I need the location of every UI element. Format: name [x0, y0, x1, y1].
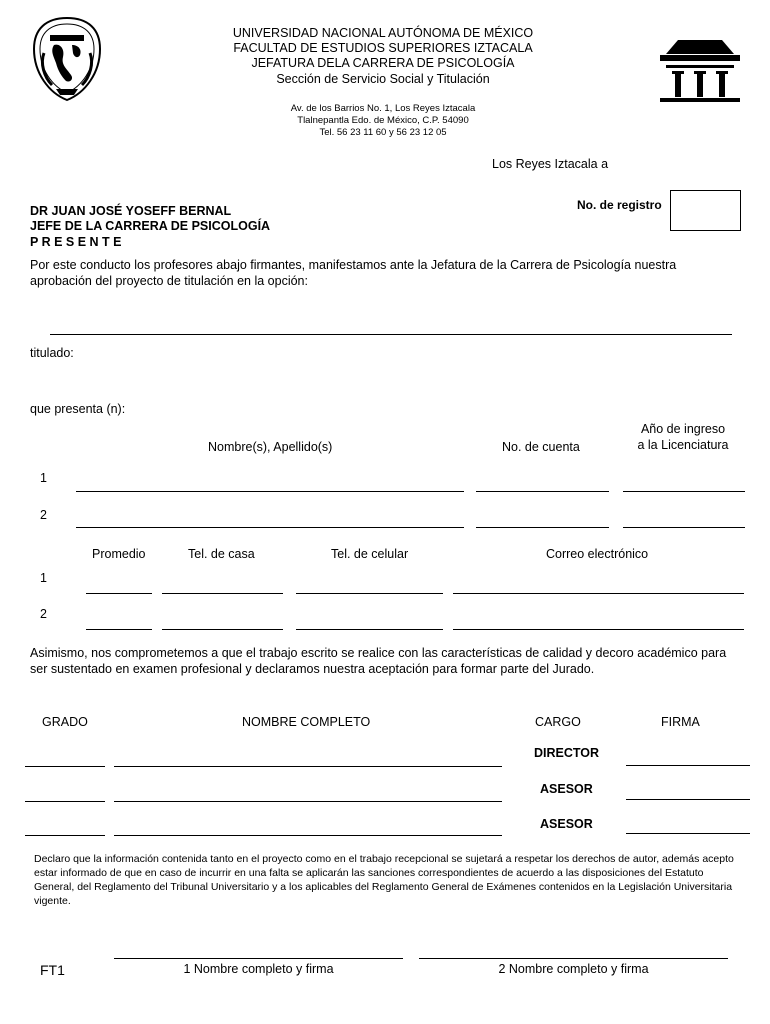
col-firma-header: FIRMA [661, 715, 700, 729]
presenta-label: que presenta (n): [30, 402, 126, 416]
contact-1-correo-line[interactable] [453, 593, 744, 594]
signature-1-label: 1 Nombre completo y firma [183, 962, 334, 976]
address-line-2: Tlalnepantla Edo. de México, C.P. 54090 [297, 115, 469, 126]
jury-2-grado-line[interactable] [25, 801, 105, 802]
addressee-name: DR JUAN JOSÉ YOSEFF BERNAL [30, 204, 232, 218]
jury-2-firma-line[interactable] [626, 799, 750, 800]
col-ingreso-header-2: a la Licenciatura [637, 438, 729, 452]
col-grado-header: GRADO [42, 715, 88, 729]
col-cuenta-header: No. de cuenta [502, 440, 580, 454]
col-tel-casa-header: Tel. de casa [188, 547, 255, 561]
jury-2-nombre-line[interactable] [114, 801, 502, 802]
commitment-paragraph: Asimismo, nos comprometemos a que el trabajo escrito se realice con las características de calidad y decoro académico para ser sustentado en examen profesional y declaramos nuestra aceptación para formar parte del Jurado. [30, 646, 727, 676]
signature-2-line[interactable] [419, 958, 728, 959]
student-2-ingreso-line[interactable] [623, 527, 745, 528]
contact-1-tel-celular-line[interactable] [296, 593, 443, 594]
intro-paragraph: Por este conducto los profesores abajo firmantes, manifestamos ante la Jefatura de la Carrera de Psicología nuestra aprobación del proyecto de titulación en la opción: [30, 258, 677, 288]
col-name-header: Nombre(s), Apellido(s) [208, 440, 333, 454]
col-tel-celular-header: Tel. de celular [331, 547, 409, 561]
department-name: JEFATURA DELA CARRERA DE PSICOLOGÍA [251, 56, 515, 70]
jury-1-firma-line[interactable] [626, 765, 750, 766]
student-1-cuenta-line[interactable] [476, 491, 609, 492]
student-1-name-line[interactable] [76, 491, 464, 492]
contact-1-promedio-line[interactable] [86, 593, 152, 594]
jury-1-nombre-line[interactable] [114, 766, 502, 767]
contact-2-promedio-line[interactable] [86, 629, 152, 630]
addressee-position: JEFE DE LA CARRERA DE PSICOLOGÍA [30, 219, 271, 233]
address-line-3: Tel. 56 23 11 60 y 56 23 12 05 [319, 127, 447, 138]
university-name: UNIVERSIDAD NACIONAL AUTÓNOMA DE MÉXICO [232, 26, 534, 40]
contact-2-tel-casa-line[interactable] [162, 629, 283, 630]
fes-iztacala-logo [656, 38, 744, 104]
jury-role-asesor-1: ASESOR [540, 782, 593, 796]
registro-label: No. de registro [577, 198, 662, 212]
jury-3-grado-line[interactable] [25, 835, 105, 836]
titulado-label: titulado: [30, 346, 74, 360]
presente: P R E S E N T E [30, 235, 122, 249]
contact-row-number-2: 2 [40, 607, 47, 621]
contact-1-tel-casa-line[interactable] [162, 593, 283, 594]
col-cargo-header: CARGO [535, 715, 581, 729]
student-row-number-1: 1 [40, 471, 47, 485]
option-line[interactable] [50, 334, 732, 335]
jury-role-director: DIRECTOR [534, 746, 600, 760]
jury-3-firma-line[interactable] [626, 833, 750, 834]
jury-3-nombre-line[interactable] [114, 835, 502, 836]
signature-2-label: 2 Nombre completo y firma [498, 962, 649, 976]
contact-2-correo-line[interactable] [453, 629, 744, 630]
col-correo-header: Correo electrónico [546, 547, 649, 561]
address-line-1: Av. de los Barrios No. 1, Los Reyes Iztacala [290, 103, 476, 114]
form-code: FT1 [40, 962, 65, 978]
faculty-name: FACULTAD DE ESTUDIOS SUPERIORES IZTACALA [233, 41, 533, 55]
student-2-name-line[interactable] [76, 527, 464, 528]
student-2-cuenta-line[interactable] [476, 527, 609, 528]
contact-row-number-1: 1 [40, 571, 47, 585]
student-1-ingreso-line[interactable] [623, 491, 745, 492]
registro-box[interactable] [670, 190, 741, 231]
jury-1-grado-line[interactable] [25, 766, 105, 767]
declaration-paragraph: Declaro que la información contenida tanto en el proyecto como en el trabajo recepcional se sujetará a respetar los derechos de autor, además acepto estar informado de que en caso de incurrir en una falta se aplicarán las sanciones correspondientes de acuerdo a las disposiciones del Estatuto General, del Reglamento del Tribunal Universitario y a los aplicables del Reglamento General de Exámenes contenidos en la Legislación Universitaria vigente. [34, 853, 734, 907]
section-name: Sección de Servicio Social y Titulación [276, 72, 490, 86]
jury-role-asesor-2: ASESOR [540, 817, 593, 831]
unam-seal [30, 15, 104, 103]
col-ingreso-header-1: Año de ingreso [640, 422, 726, 436]
place-date: Los Reyes Iztacala a [492, 157, 609, 171]
col-promedio-header: Promedio [92, 547, 146, 561]
student-row-number-2: 2 [40, 508, 47, 522]
contact-2-tel-celular-line[interactable] [296, 629, 443, 630]
col-nombre-header: NOMBRE COMPLETO [242, 715, 371, 729]
signature-1-line[interactable] [114, 958, 403, 959]
